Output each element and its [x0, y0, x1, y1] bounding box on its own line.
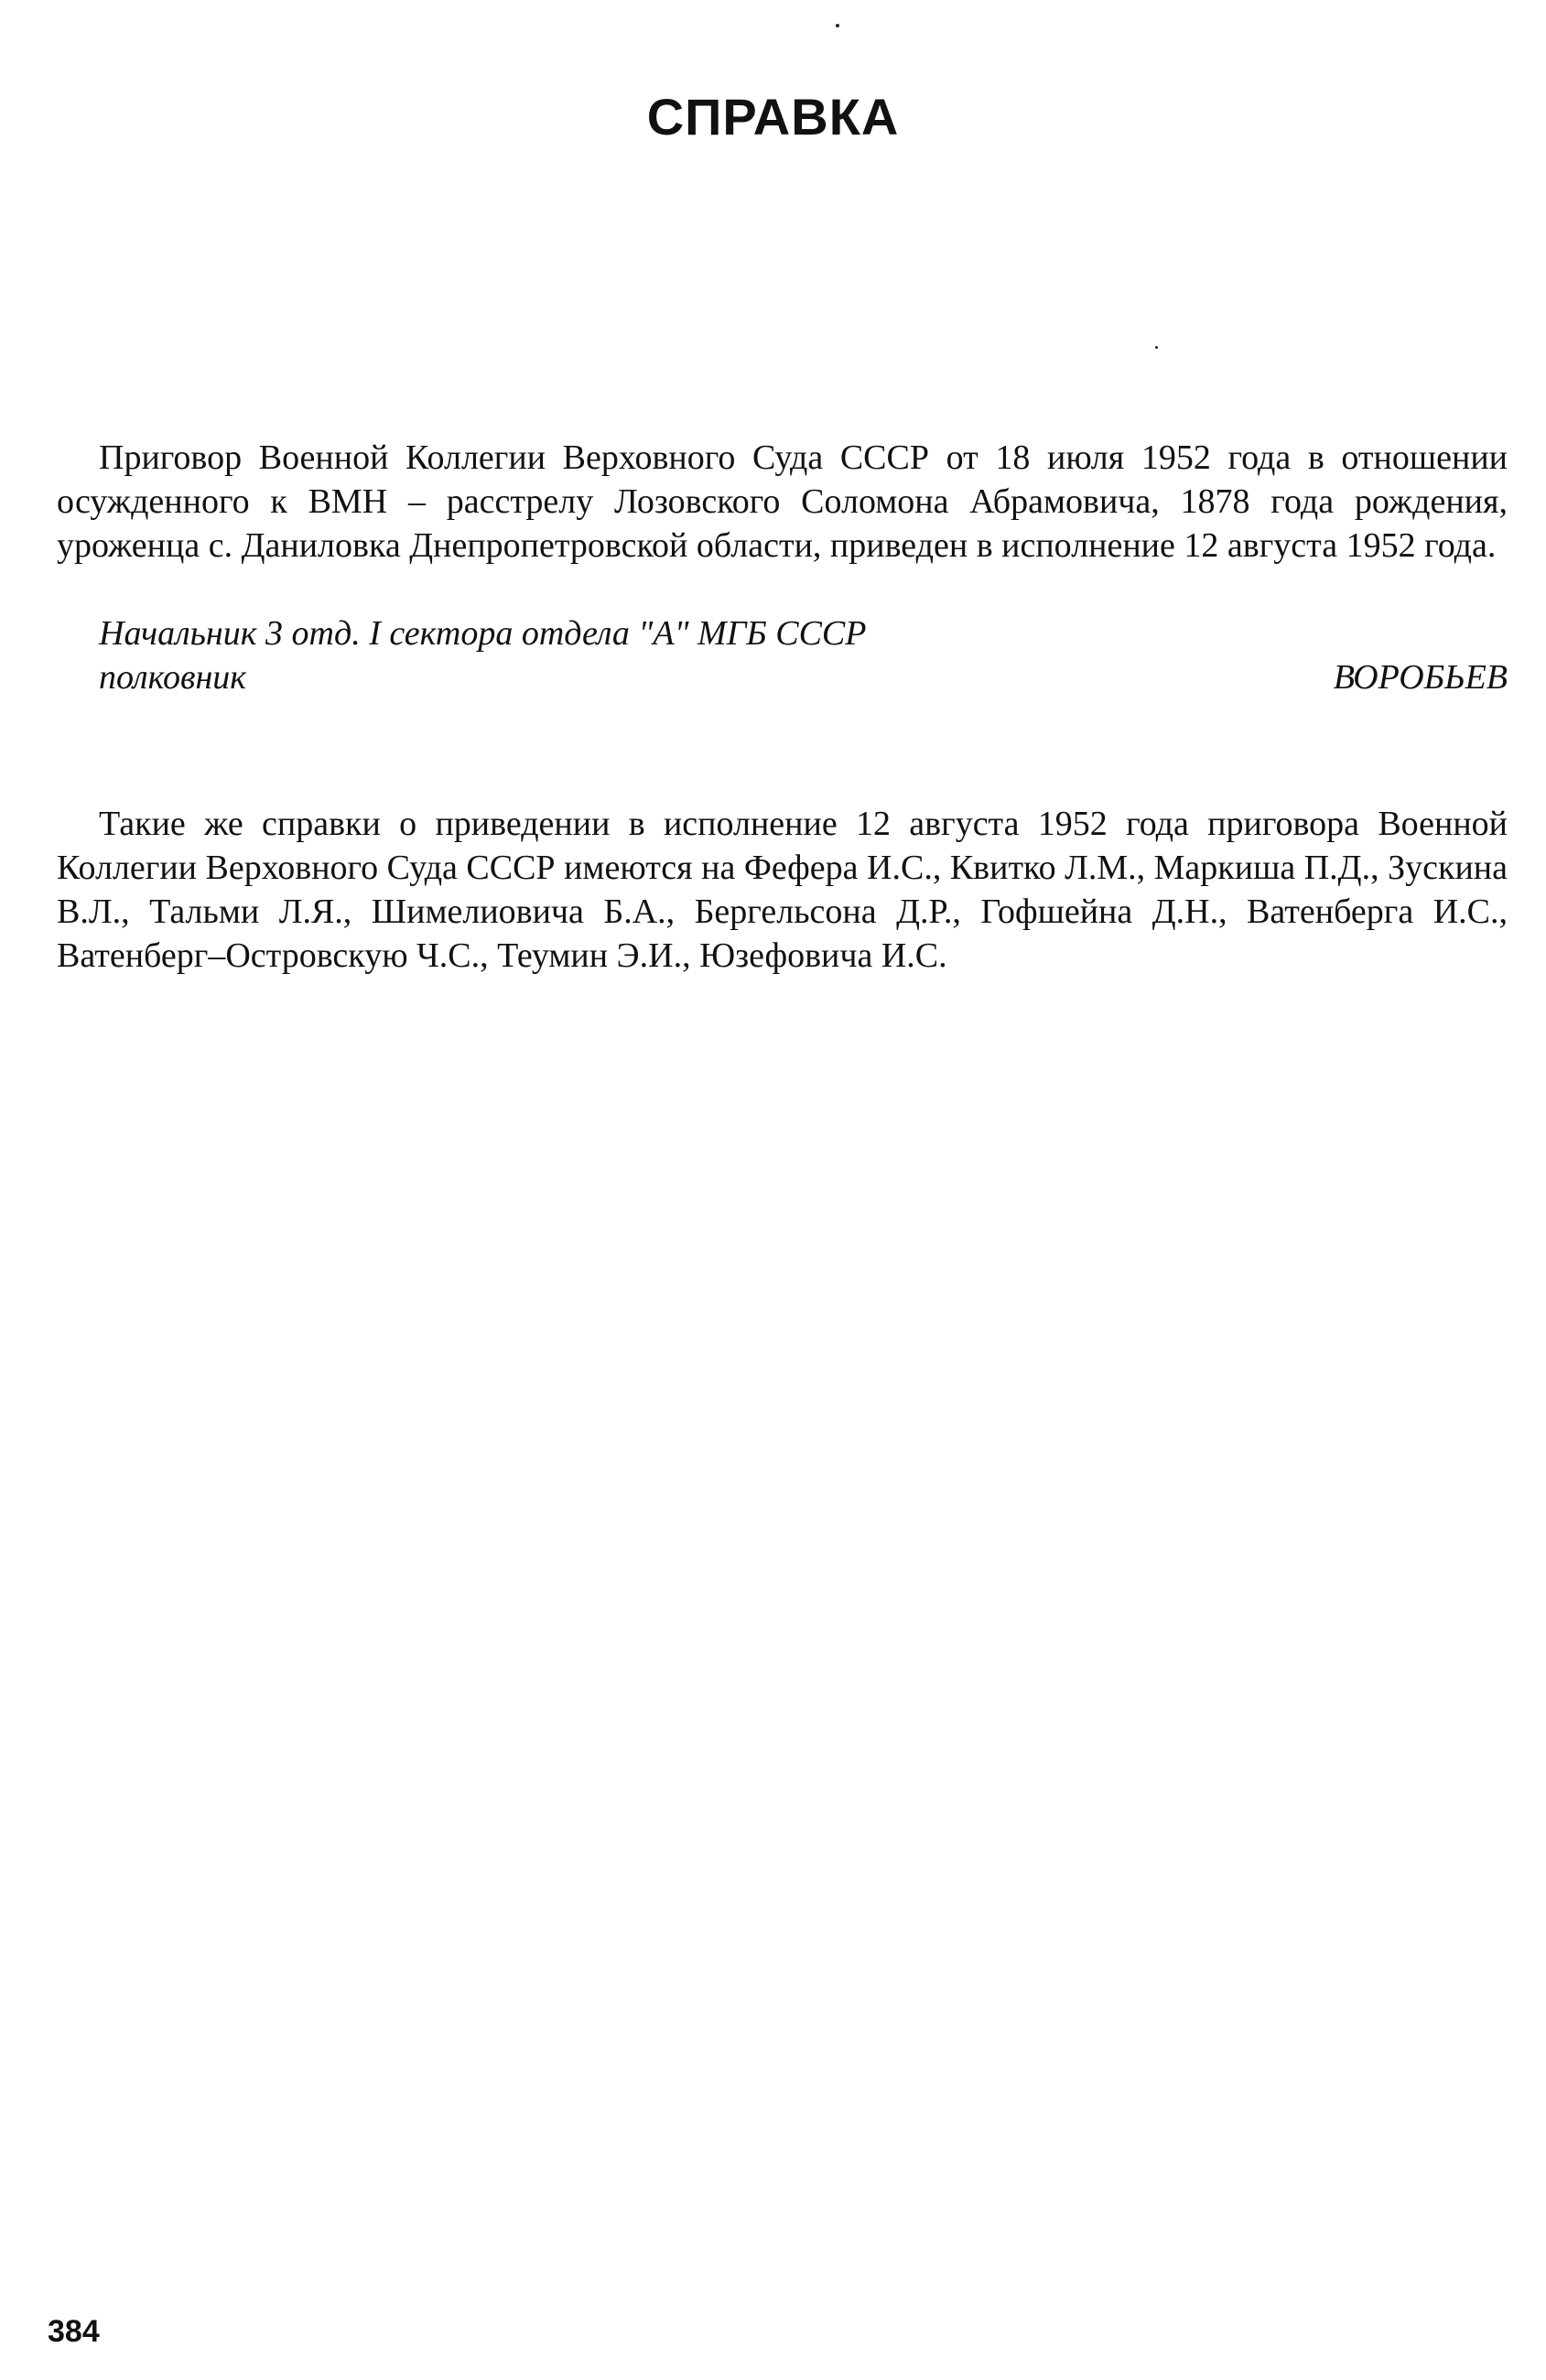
- verdict-paragraph: Приговор Военной Коллегии Верховного Суда СССР от 18 июля 1952 года в отношении осужденного к ВМН – расстрелу Лозовского Соломона Абрамовича, 1878 года рождения, уроженца с. Даниловка Днепропетровской области, приведен в исполнение 12 августа 1952 года.: [57, 438, 1508, 565]
- page-number: 384: [48, 2314, 100, 2349]
- document-title: СПРАВКА: [646, 88, 900, 146]
- signer-position: Начальник 3 отд. I сектора отдела "А" МГБ СССР: [99, 614, 867, 653]
- print-speck: [836, 24, 839, 27]
- signer-name: ВОРОБЬЕВ: [1333, 658, 1508, 697]
- signature-line: [99, 655, 1508, 699]
- signer-rank: полковник: [99, 658, 247, 697]
- related-certificates-paragraph: Такие же справки о приведении в исполнение 12 августа 1952 года приговора Военной Коллегии Верховного Суда СССР имеются на Фефера И.С., Квитко Л.М., Маркиша П.Д., Зускина В.Л., Тальми Л.Я., Шимелиовича Б.А., Бергельсона Д.Р., Гофшейна Д.Н., Ватенберга И.С., Ватенберг–Островскую Ч.С., Теумин Э.И., Юзефовича И.С.: [57, 805, 1508, 975]
- signature-block: [99, 611, 1508, 699]
- print-speck: [1155, 346, 1158, 349]
